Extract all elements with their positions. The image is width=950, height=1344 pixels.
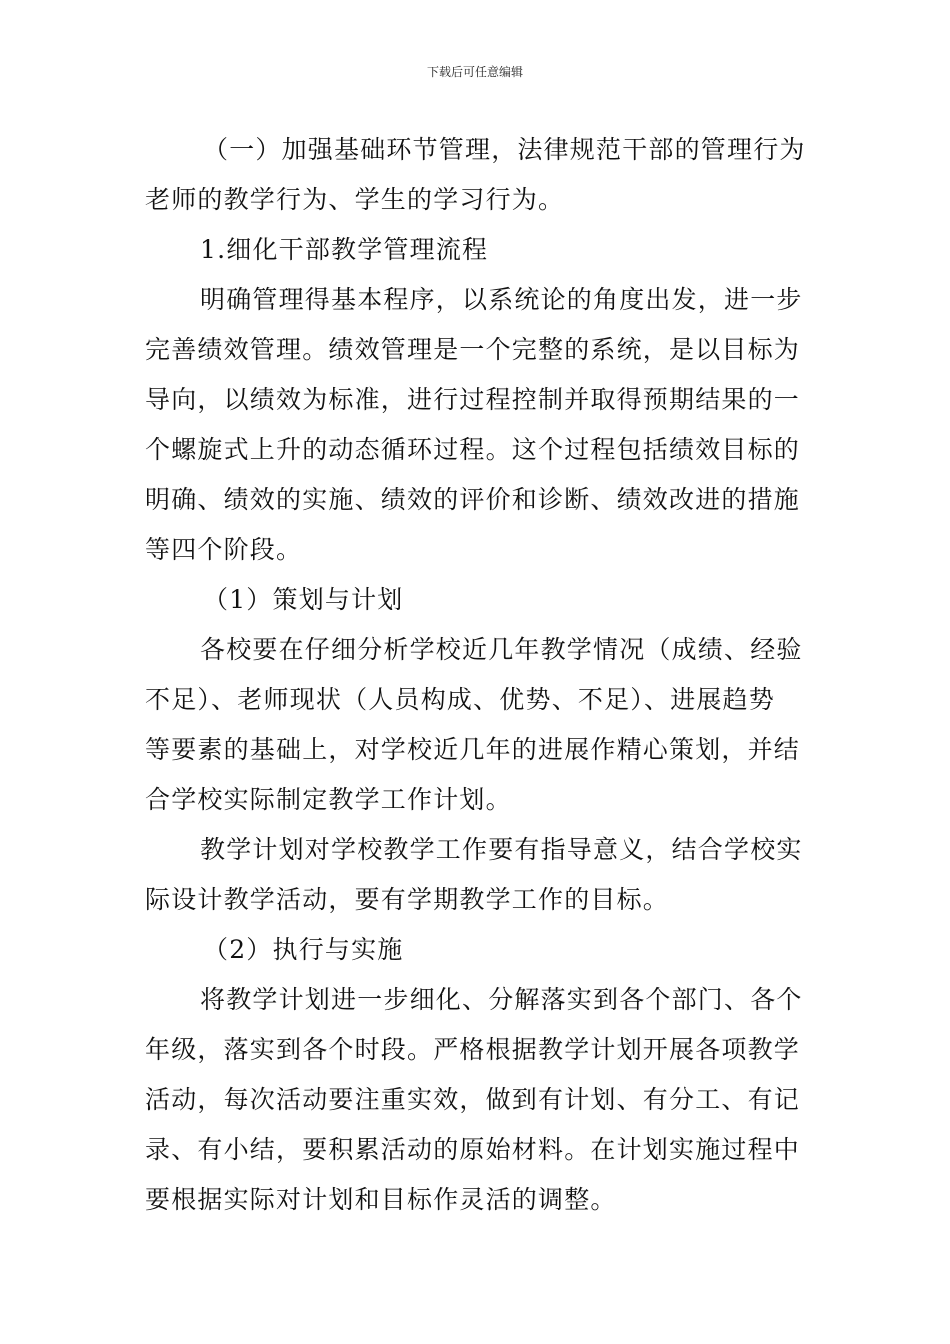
text-line: 录、有小结，要积累活动的原始材料。在计划实施过程中 (145, 1135, 801, 1164)
subsection-heading-1: 1.细化干部教学管理流程 (200, 235, 489, 264)
text-line: 明确、绩效的实施、绩效的评价和诊断、绩效改进的措施 (145, 485, 801, 514)
text-line: 活动，每次活动要注重实效，做到有计划、有分工、有记 (145, 1085, 801, 1114)
text-line: 不足）、老师现状（人员构成、优势、不足）、进展趋势 (145, 685, 776, 714)
item-heading-2: （2）执行与实施 (203, 935, 404, 964)
text-line: 明确管理得基本程序，以系统论的角度出发，进一步 (200, 285, 803, 314)
text-line: 合学校实际制定教学工作计划。 (145, 785, 512, 814)
text-line: 年级，落实到各个时段。严格根据教学计划开展各项教学 (145, 1035, 801, 1064)
text-line: 等要素的基础上，对学校近几年的进展作精心策划，并结 (145, 735, 801, 764)
text-line: 要根据实际对计划和目标作灵活的调整。 (145, 1185, 617, 1214)
document-body (145, 125, 810, 1225)
text-line: 将教学计划进一步细化、分解落实到各个部门、各个 (200, 985, 803, 1014)
item-heading-1: （1）策划与计划 (203, 585, 404, 614)
text-line: 完善绩效管理。绩效管理是一个完整的系统，是以目标为 (145, 335, 801, 364)
text-line: 等四个阶段。 (145, 535, 303, 564)
text-line: 教学计划对学校教学工作要有指导意义，结合学校实 (200, 835, 803, 864)
text-line: 导向，以绩效为标准，进行过程控制并取得预期结果的一 (145, 385, 801, 414)
text-line: 际设计教学活动，要有学期教学工作的目标。 (145, 885, 670, 914)
text-line: 个螺旋式上升的动态循环过程。这个过程包括绩效目标的 (145, 435, 801, 464)
text-line: 老师的教学行为、学生的学习行为。 (145, 185, 565, 214)
header-note: 下载后可任意编辑 (426, 65, 523, 79)
text-line: 各校要在仔细分析学校近几年教学情况（成绩、经验 (200, 635, 803, 664)
section-heading-1: （一）加强基础环节管理，法律规范干部的管理行为 (203, 135, 806, 164)
